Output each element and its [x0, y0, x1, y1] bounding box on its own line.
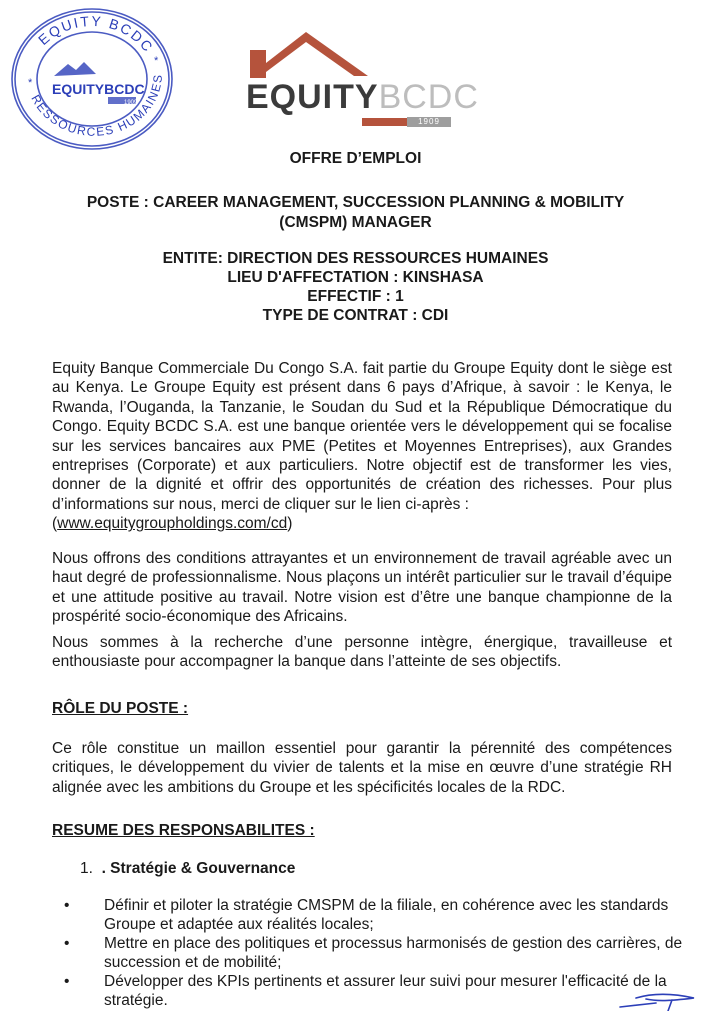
logo-name-equity: EQUITY: [246, 78, 379, 116]
document-title: OFFRE D’EMPLOI: [289, 150, 422, 167]
job-position-line2: (CMSPM) MANAGER: [279, 214, 432, 231]
logo-name-bcdc: BCDC: [378, 78, 479, 116]
stamp-bottom-text: RESSOURCES HUMAINES: [28, 72, 166, 139]
bullet-icon: •: [64, 935, 70, 952]
list-item: [64, 972, 684, 1010]
list-item-text: Développer des KPIs pertinents et assurer leur suivi pour mesurer l'efficacité de la stratégie.: [104, 973, 667, 1009]
stamp-star-icon: *: [28, 77, 33, 89]
job-details: [0, 249, 711, 325]
bullet-icon: •: [64, 973, 70, 990]
roof-icon: [246, 30, 456, 80]
logo-year: 1909: [407, 117, 451, 127]
list-item: [64, 896, 684, 934]
svg-text:EQUITY BCDC: [35, 13, 157, 56]
equity-bcdc-logo: [246, 30, 479, 128]
job-location: LIEU D'AFFECTATION : KINSHASA: [227, 269, 484, 286]
offer-paragraph: Nous offrons des conditions attrayantes et un environnement de travail agréable avec un haut degré de professionnalisme. Nous plaçons un intérêt particulier sur le travail d’équipe et une attitude positive au travail. Notre vision est d’être une banque championne de la prospérité socio-économique des Africains.: [52, 550, 672, 626]
stamp-roof-icon: [54, 62, 96, 76]
job-position: [0, 193, 711, 233]
search-paragraph: Nous sommes à la recherche d’une personne intègre, énergique, travailleuse et enthousiaste pour accompagner la banque dans l’atteinte de ses objectifs.: [52, 634, 672, 671]
bullet-icon: •: [64, 897, 70, 914]
job-position-line1: POSTE : CAREER MANAGEMENT, SUCCESSION PLANNING & MOBILITY: [86, 194, 625, 211]
section-strategy-governance: [80, 860, 295, 878]
hr-stamp: [6, 4, 178, 154]
stamp-year: 1909: [124, 100, 138, 106]
list-item-text: Définir et piloter la stratégie CMSPM de la filiale, en cohérence avec les standards Groupe et adaptée aux réalités locales;: [104, 897, 669, 933]
signature-initials: [616, 990, 711, 1011]
logo-bar: [362, 118, 407, 126]
company-website-link[interactable]: www.equitygroupholdings.com/cd: [57, 515, 288, 533]
intro-text: Equity Banque Commerciale Du Congo S.A. fait partie du Groupe Equity dont le siège est au Kenya. Le Groupe Equity est présent dans 6 pays d’Afrique, à savoir : le Kenya, le Rwanda, l’Ouganda, la Tanzanie, le Soudan du Sud et la République Démocratique du Congo. Equity BCDC S.A. est une banque orientée vers le développement qui se focalise sur les services bancaires aux PME (Petites et Moyennes Entreprises), aux Grandes entreprises (Corporate) et aux particuliers. Notre objectif est de transformer les vies, donner de la dignité et offrir des opportunités de création des richesses. Pour plus d’informations sur nous, merci de cliquer sur le lien ci-après :: [52, 360, 672, 513]
stamp-center-text: EQUITYBCDC: [52, 81, 145, 97]
stamp-top-text: EQUITY BCDC: [35, 12, 158, 56]
section-number: 1.: [80, 860, 93, 877]
list-item: [64, 934, 684, 972]
job-headcount: EFFECTIF : 1: [307, 288, 404, 305]
section-title: . Stratégie & Gouvernance: [101, 860, 296, 877]
list-item-text: Mettre en place des politiques et processus harmonisés de gestion des carrières, de succession et de mobilité;: [104, 935, 683, 971]
stamp-star-icon: *: [154, 55, 159, 67]
role-paragraph: Ce rôle constitue un maillon essentiel pour garantir la pérennité des compétences critiques, le développement du vivier de talents et la mise en œuvre d’une stratégie RH alignée avec les ambitions du Groupe et les spécificités locales de la RDC.: [52, 740, 672, 796]
logo-wordmark: [246, 78, 479, 117]
responsibilities-list: [64, 896, 684, 1010]
role-heading: RÔLE DU POSTE :: [52, 700, 189, 717]
intro-paragraph: [52, 359, 672, 534]
link-close-paren: ): [287, 515, 293, 533]
job-contract-type: TYPE DE CONTRAT : CDI: [262, 307, 449, 324]
responsibilities-heading: RESUME DES RESPONSABILITES :: [52, 822, 315, 839]
link-open-paren: (: [52, 515, 58, 533]
job-entity: ENTITE: DIRECTION DES RESSOURCES HUMAINES: [162, 250, 549, 267]
